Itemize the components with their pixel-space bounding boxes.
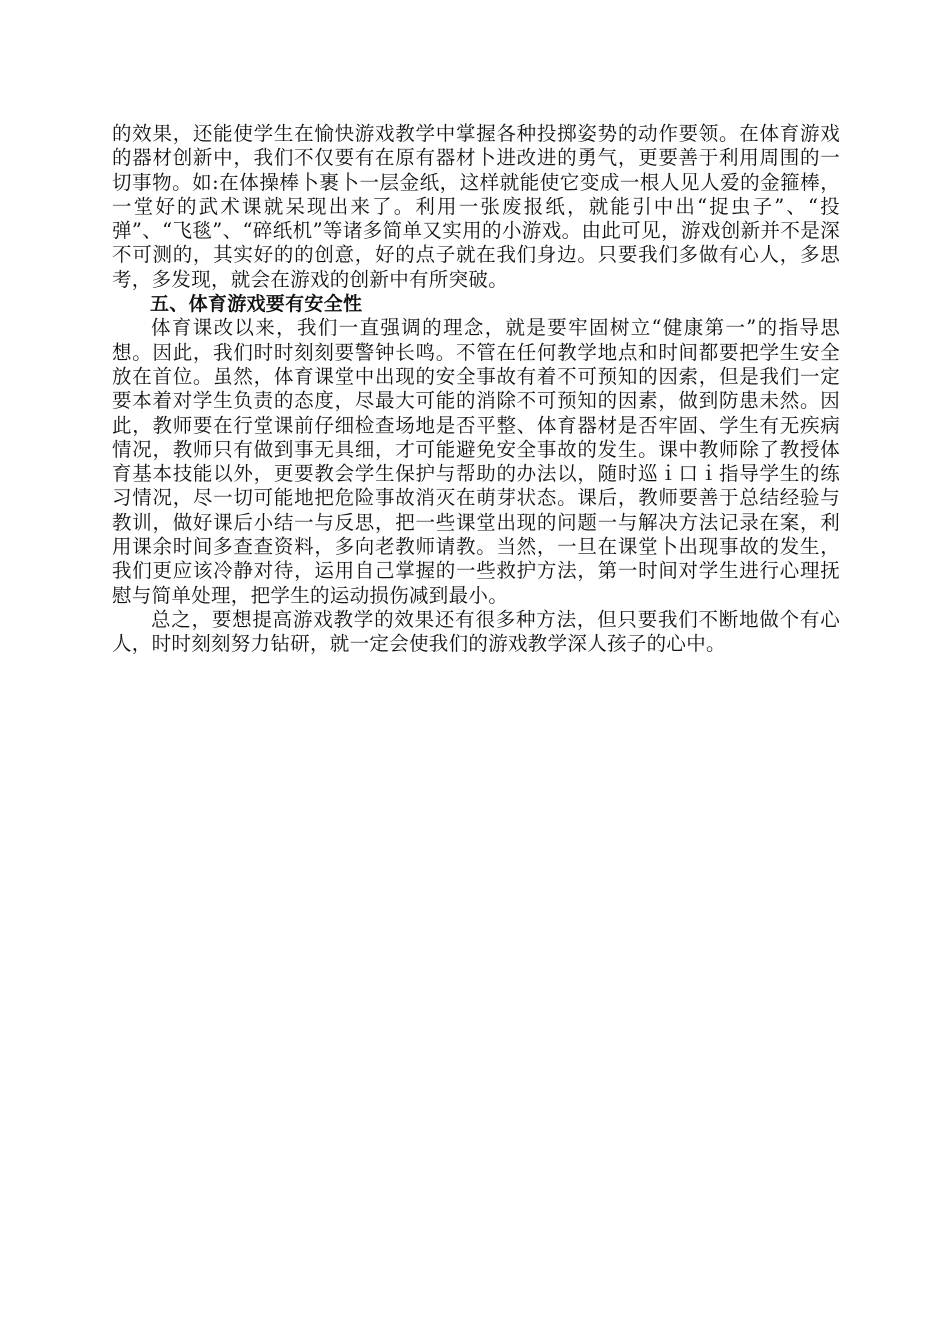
paragraph-safety: 体育课改以来，我们一直强调的理念，就是要牢固树立“健康第一”的指导思想。因此，我们时时刻刻要警钟长鸣。不管在任何教学地点和时间都要把学生安全放在首位。虽然，体育课堂中出现的安全事故有着不可预知的因索，但是我们一定要本着对学生负责的态度，尽最大可能的消除不可预知的因素，做到防患未然。因此，教师要在行堂课前仔细检查场地是否平整、体育器材是否牢固、学生有无疾病情况，教师只有做到事无具细，才可能避免安全事故的发生。课中教师除了教授体育基本技能以外，更要教会学生保护与帮助的办法以，随时巡ｉ口ｉ指导学生的练习情况，尽一切可能地把危险事故消灭在萌芽状态。课后，教师要善于总结经验与教训，做好课后小结一与反思，把一些课堂出现的问题一与解决方法记录在案，利用课余时间多查查资料，多向老教师请教。当然，一旦在课堂卜出现事故的发生，我们更应该冷静对待，运用自己掌握的一些救护方法，第一时间对学生进行心理抚慰与简单处理，把学生的运动损伤减到最小。 <box>112 316 840 607</box>
section-heading: 五、体育游戏要有安全性 <box>150 293 363 316</box>
paragraph-continuation: 的效果，还能使学生在愉快游戏教学中掌握各种投掷姿势的动作要领。在体育游戏的器材创新中，我们不仅要有在原有器材卜进改进的勇气，更要善于利用周围的一切事物。如:在体操棒卜裹卜一层金纸，这样就能使它变成一根人见人爱的金箍棒，一堂好的武术课就呆现出来了。利用一张废报纸，就能引中出“捉虫子”、“投弹”、“飞毯”、“碎纸机”等诸多简单又实用的小游戏。由此可见，游戏创新并不是深不可测的，其实好的的创意，好的点子就在我们身边。只要我们多做有心人，多思考，多发现，就会在游戏的创新中有所突破。 <box>112 122 840 291</box>
paragraph-conclusion: 总之，要想提高游戏教学的效果还有很多种方法，但只要我们不断地做个有心人，时时刻刻努力钻研，就一定会使我们的游戏教学深人孩子的心中。 <box>112 607 840 656</box>
document-body <box>112 122 840 657</box>
